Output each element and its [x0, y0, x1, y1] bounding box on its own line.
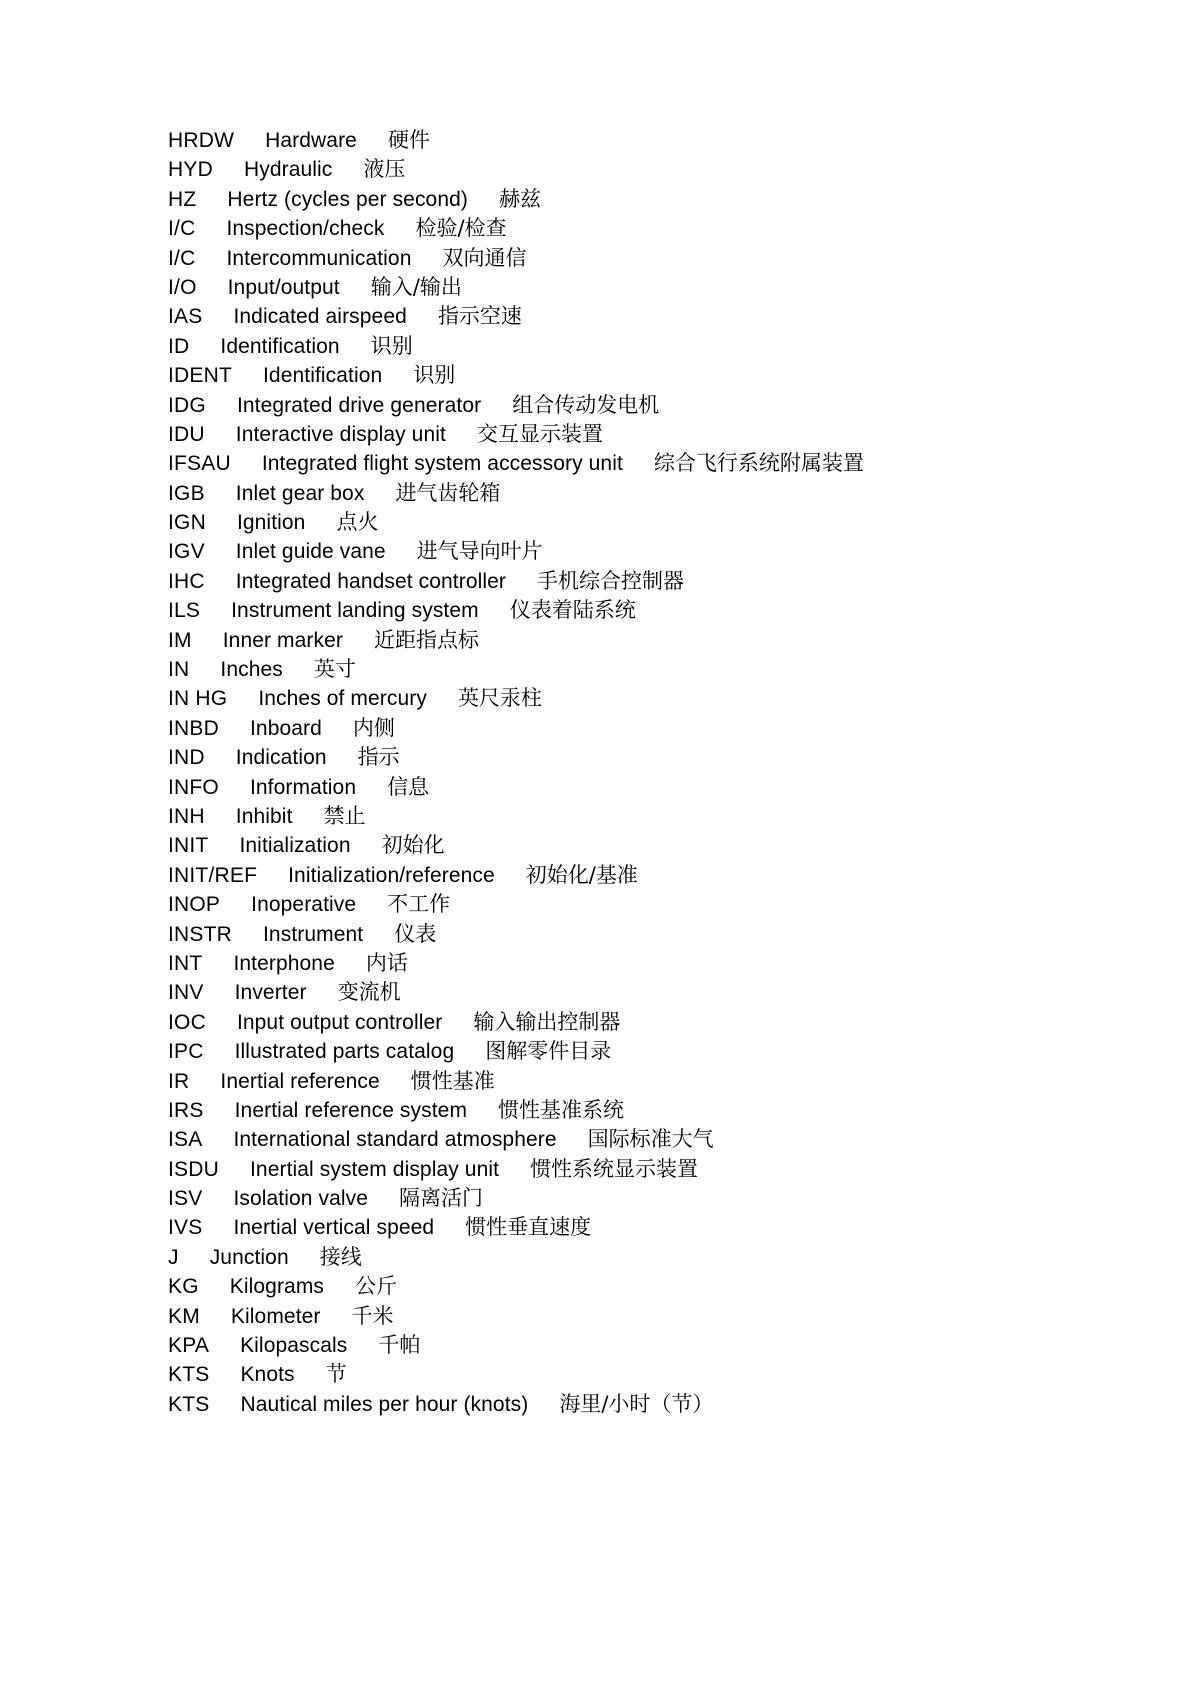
chinese-translation-text: 初始化	[381, 833, 445, 858]
glossary-entry-row	[168, 1302, 1130, 1331]
glossary-entry-row	[168, 449, 1130, 478]
english-term-text: Inches	[220, 658, 283, 682]
english-term-text: Inspection/check	[226, 217, 385, 241]
english-term-text: Initialization/reference	[288, 863, 495, 887]
abbreviation-text: IN HG	[168, 687, 228, 711]
glossary-entry-row	[168, 391, 1130, 420]
chinese-translation-text: 变流机	[337, 980, 401, 1005]
chinese-translation-text: 进气齿轮箱	[395, 480, 501, 505]
abbreviation-text: IRS	[168, 1098, 204, 1122]
english-term-text: Inertial reference system	[234, 1098, 468, 1122]
chinese-translation-text: 仪表着陆系统	[509, 598, 636, 623]
glossary-entry-row	[168, 949, 1130, 978]
chinese-translation-text: 液压	[363, 157, 406, 182]
english-term-text: Input output controller	[236, 1010, 443, 1034]
abbreviation-text: HYD	[168, 158, 213, 182]
glossary-entry-row	[168, 773, 1130, 802]
chinese-translation-text: 输入/输出	[370, 274, 462, 299]
chinese-translation-text: 图解零件目录	[485, 1039, 612, 1064]
abbreviation-text: INV	[168, 981, 204, 1005]
english-term-text: Instrument landing system	[231, 599, 479, 623]
chinese-translation-text: 手机综合控制器	[537, 568, 685, 593]
chinese-translation-text: 输入输出控制器	[473, 1009, 621, 1034]
english-term-text: Identification	[263, 364, 383, 388]
chinese-translation-text: 海里/小时（节）	[559, 1391, 714, 1416]
english-term-text: Input/output	[227, 275, 340, 299]
chinese-translation-text: 惯性基准	[410, 1068, 495, 1093]
chinese-translation-text: 千帕	[378, 1333, 421, 1358]
chinese-translation-text: 内侧	[352, 715, 395, 740]
english-term-text: Inverter	[234, 981, 307, 1005]
glossary-entry-row	[168, 537, 1130, 566]
chinese-translation-text: 隔离活门	[399, 1186, 484, 1211]
abbreviation-text: IND	[168, 746, 205, 770]
glossary-entry-row	[168, 1272, 1130, 1301]
abbreviation-text: IPC	[168, 1040, 204, 1064]
chinese-translation-text: 初始化/基准	[525, 862, 638, 887]
abbreviation-text: KTS	[168, 1363, 210, 1387]
english-term-text: Instrument	[263, 922, 364, 946]
chinese-translation-text: 信息	[387, 774, 430, 799]
chinese-translation-text: 千米	[351, 1303, 394, 1328]
abbreviation-text: INIT/REF	[168, 863, 258, 887]
glossary-entry-row	[168, 861, 1130, 890]
english-term-text: Inlet guide vane	[235, 540, 386, 564]
glossary-entry-row	[168, 302, 1130, 331]
glossary-entry-row	[168, 1037, 1130, 1066]
abbreviation-text: I/C	[168, 246, 196, 270]
chinese-translation-text: 指示空速	[437, 304, 522, 329]
abbreviation-text: ILS	[168, 599, 201, 623]
abbreviation-text: I/O	[168, 275, 197, 299]
abbreviation-glossary-list	[168, 126, 1130, 1419]
english-term-text: Inoperative	[251, 893, 357, 917]
abbreviation-text: IGV	[168, 540, 205, 564]
chinese-translation-text: 国际标准大气	[587, 1127, 714, 1152]
english-term-text: Knots	[240, 1363, 295, 1387]
glossary-entry-row	[168, 890, 1130, 919]
glossary-entry-row	[168, 273, 1130, 302]
chinese-translation-text: 接线	[319, 1244, 362, 1269]
glossary-entry-row	[168, 1096, 1130, 1125]
abbreviation-text: IHC	[168, 569, 205, 593]
glossary-entry-row	[168, 479, 1130, 508]
glossary-entry-row	[168, 920, 1130, 949]
english-term-text: Indicated airspeed	[233, 305, 407, 329]
english-term-text: Intercommunication	[226, 246, 412, 270]
english-term-text: International standard atmosphere	[233, 1128, 557, 1152]
english-term-text: Inner marker	[222, 628, 343, 652]
english-term-text: Identification	[220, 334, 340, 358]
abbreviation-text: HRDW	[168, 129, 235, 152]
abbreviation-text: IM	[168, 628, 192, 652]
chinese-translation-text: 点火	[336, 510, 379, 535]
english-term-text: Inches of mercury	[258, 687, 427, 711]
chinese-translation-text: 识别	[370, 333, 413, 358]
english-term-text: Inlet gear box	[235, 481, 365, 505]
abbreviation-text: INBD	[168, 716, 219, 740]
glossary-entry-row	[168, 743, 1130, 772]
abbreviation-text: IDENT	[168, 364, 232, 388]
chinese-translation-text: 进气导向叶片	[416, 539, 543, 564]
glossary-entry-row	[168, 1213, 1130, 1242]
english-term-text: Illustrated parts catalog	[234, 1040, 455, 1064]
glossary-entry-row	[168, 508, 1130, 537]
chinese-translation-text: 惯性垂直速度	[465, 1215, 592, 1240]
abbreviation-text: IAS	[168, 305, 203, 329]
glossary-entry-row	[168, 626, 1130, 655]
chinese-translation-text: 识别	[413, 363, 456, 388]
english-term-text: Ignition	[236, 511, 306, 535]
glossary-entry-row	[168, 1360, 1130, 1389]
glossary-entry-row	[168, 655, 1130, 684]
abbreviation-text: IVS	[168, 1216, 203, 1240]
glossary-entry-row	[168, 332, 1130, 361]
glossary-entry-row	[168, 831, 1130, 860]
glossary-entry-row	[168, 802, 1130, 831]
glossary-entry-row	[168, 1067, 1130, 1096]
english-term-text: Integrated drive generator	[236, 393, 482, 417]
abbreviation-text: HZ	[168, 187, 197, 211]
english-term-text: Inboard	[249, 716, 322, 740]
abbreviation-text: IR	[168, 1069, 190, 1093]
chinese-translation-text: 赫兹	[498, 186, 541, 211]
glossary-entry-row	[168, 684, 1130, 713]
abbreviation-text: IGB	[168, 481, 205, 505]
glossary-entry-row	[168, 1390, 1130, 1419]
english-term-text: Inhibit	[235, 804, 293, 828]
chinese-translation-text: 仪表	[394, 921, 437, 946]
chinese-translation-text: 指示	[357, 745, 400, 770]
glossary-entry-row	[168, 1184, 1130, 1213]
chinese-translation-text: 近距指点标	[373, 627, 479, 652]
english-term-text: Nautical miles per hour (knots)	[240, 1392, 529, 1416]
glossary-entry-row	[168, 1008, 1130, 1037]
glossary-entry-row	[168, 361, 1130, 390]
chinese-translation-text: 硬件	[387, 128, 430, 152]
glossary-entry-row	[168, 1243, 1130, 1272]
abbreviation-text: INSTR	[168, 922, 232, 946]
english-term-text: Kilometer	[230, 1304, 321, 1328]
abbreviation-text: KM	[168, 1304, 200, 1328]
chinese-translation-text: 英寸	[313, 657, 356, 682]
abbreviation-text: KPA	[168, 1334, 210, 1358]
abbreviation-text: INT	[168, 951, 203, 975]
abbreviation-text: J	[168, 1245, 179, 1269]
abbreviation-text: ID	[168, 334, 190, 358]
chinese-translation-text: 综合飞行系统附属装置	[653, 451, 864, 476]
english-term-text: Interphone	[233, 951, 335, 975]
chinese-translation-text: 双向通信	[442, 245, 527, 270]
abbreviation-text: I/C	[168, 217, 196, 241]
glossary-entry-row	[168, 714, 1130, 743]
english-term-text: Indication	[235, 746, 327, 770]
chinese-translation-text: 交互显示装置	[476, 421, 603, 446]
abbreviation-text: INFO	[168, 775, 219, 799]
english-term-text: Hardware	[265, 129, 357, 152]
glossary-entry-row	[168, 244, 1130, 273]
glossary-entry-row	[168, 567, 1130, 596]
english-term-text: Hertz (cycles per second)	[227, 187, 468, 211]
glossary-entry-row	[168, 214, 1130, 243]
abbreviation-text: IN	[168, 658, 190, 682]
english-term-text: Inertial vertical speed	[233, 1216, 435, 1240]
abbreviation-text: INOP	[168, 893, 221, 917]
chinese-translation-text: 英尺汞柱	[457, 686, 542, 711]
english-term-text: Hydraulic	[243, 158, 333, 182]
abbreviation-text: IOC	[168, 1010, 206, 1034]
glossary-entry-row	[168, 1125, 1130, 1154]
abbreviation-text: ISA	[168, 1128, 203, 1152]
abbreviation-text: INH	[168, 804, 205, 828]
glossary-entry-row	[168, 420, 1130, 449]
english-term-text: Interactive display unit	[235, 422, 446, 446]
glossary-entry-row	[168, 126, 1130, 155]
chinese-translation-text: 检验/检查	[415, 216, 507, 241]
abbreviation-text: ISV	[168, 1187, 203, 1211]
english-term-text: Kilograms	[229, 1275, 325, 1299]
english-term-text: Kilopascals	[240, 1334, 348, 1358]
abbreviation-text: IDU	[168, 422, 205, 446]
chinese-translation-text: 节	[325, 1362, 347, 1387]
english-term-text: Inertial reference	[220, 1069, 380, 1093]
abbreviation-text: KTS	[168, 1392, 210, 1416]
chinese-translation-text: 惯性系统显示装置	[530, 1156, 699, 1181]
chinese-translation-text: 禁止	[323, 803, 366, 828]
abbreviation-text: IFSAU	[168, 452, 231, 476]
glossary-entry-row	[168, 155, 1130, 184]
abbreviation-text: KG	[168, 1275, 199, 1299]
glossary-entry-row	[168, 1331, 1130, 1360]
abbreviation-text: ISDU	[168, 1157, 219, 1181]
glossary-entry-row	[168, 185, 1130, 214]
abbreviation-text: IDG	[168, 393, 206, 417]
abbreviation-text: INIT	[168, 834, 209, 858]
english-term-text: Integrated flight system accessory unit	[261, 452, 623, 476]
english-term-text: Integrated handset controller	[235, 569, 507, 593]
glossary-entry-row	[168, 596, 1130, 625]
chinese-translation-text: 组合传动发电机	[512, 392, 660, 417]
glossary-entry-row	[168, 978, 1130, 1007]
abbreviation-text: IGN	[168, 511, 206, 535]
english-term-text: Isolation valve	[233, 1187, 369, 1211]
chinese-translation-text: 惯性基准系统	[498, 1097, 625, 1122]
chinese-translation-text: 公斤	[355, 1274, 398, 1299]
chinese-translation-text: 内话	[365, 950, 408, 975]
english-term-text: Initialization	[239, 834, 351, 858]
english-term-text: Junction	[209, 1245, 289, 1269]
english-term-text: Information	[249, 775, 357, 799]
chinese-translation-text: 不工作	[387, 892, 451, 917]
english-term-text: Inertial system display unit	[249, 1157, 500, 1181]
glossary-entry-row	[168, 1155, 1130, 1184]
